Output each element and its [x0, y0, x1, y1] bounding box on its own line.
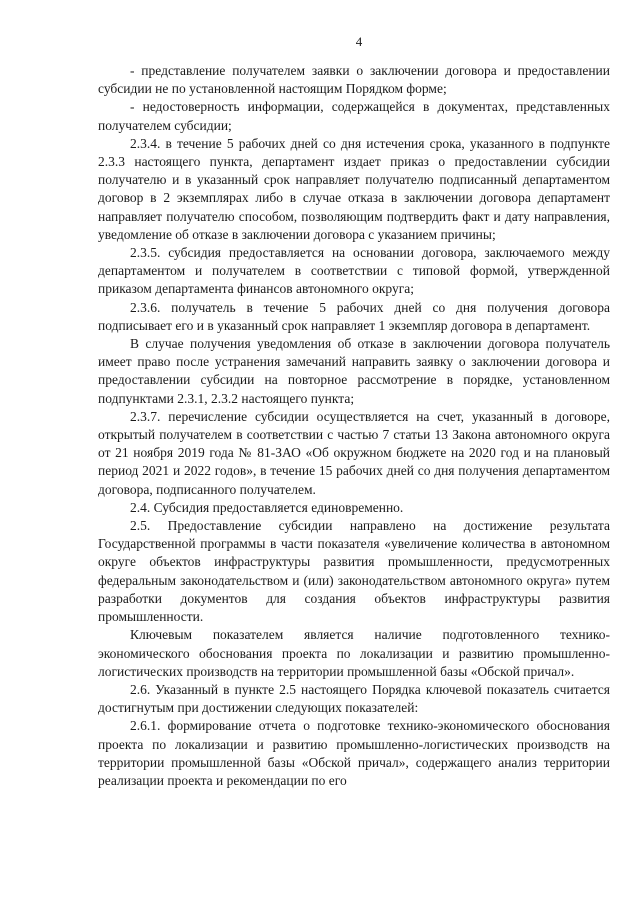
- paragraph-1: - представление получателем заявки о заключении договора и предоставлении субсидии не по установленной настоящим Порядком форме;: [98, 63, 610, 97]
- paragraph-2: - недостоверность информации, содержащейся в документах, представленных получателем субсидии;: [98, 99, 610, 133]
- paragraph-3: 2.3.4. в течение 5 рабочих дней со дня истечения срока, указанного в подпункте 2.3.3 настоящего пункта, департамент издает приказ о предоставлении субсидии получателю и в указанный срок направляет получателю подписанный департаментом договор в 2 экземплярах либо в случае отказа в заключении договора департамент направляет получателю способом, позволяющим подтвердить факт и дату направления, уведомление об отказе в заключении договора с указанием причины;: [98, 135, 610, 242]
- paragraph-11: 2.6. Указанный в пункте 2.5 настоящего Порядка ключевой показатель считается достигнутым при достижении следующих показателей:: [98, 681, 610, 716]
- paragraph-10: Ключевым показателем является наличие подготовленного технико-экономического обоснования проекта по локализации и развитию промышленно-логистических производств на территории промышленной базы «Обской причал».: [98, 627, 610, 679]
- page-number: 4: [355, 34, 363, 49]
- paragraph-5: 2.3.6. получатель в течение 5 рабочих дней со дня получения договора подписывает его и в указанный срок направляет 1 экземпляр договора в департамент.: [98, 299, 610, 333]
- paragraph-4: 2.3.5. субсидия предоставляется на основании договора, заключаемого между департаментом и получателем в соответствии с типовой формой, утвержденной приказом департамента финансов автономного округа;: [98, 245, 610, 297]
- paragraph-12: 2.6.1. формирование отчета о подготовке технико-экономического обоснования проекта по локализации и развитию промышленно-логистических производств на территории промышленной базы «Обской причал», содержащего анализ территории реализации проекта и рекомендации по его: [98, 718, 610, 788]
- paragraph-9: 2.5. Предоставление субсидии направлено на достижение результата Государственной программы в части показателя «увеличение количества в автономном округе объектов инфраструктуры развития промышленности, предусмотренных федеральным законодательством и (или) законодательством автономного округа» путем разработки документов для создания объектов инфраструктуры развития промышленности.: [98, 518, 610, 625]
- paragraph-7: 2.3.7. перечисление субсидии осуществляется на счет, указанный в договоре, открытый получателем в соответствии с частью 7 статьи 13 Закона автономного округа от 21 ноября 2019 года № 81-ЗАО «Об окружном бюджете на 2020 год и на плановый период 2021 и 2022 годов», в течение 15 рабочих дней со дня получения департаментом договора, подписанного получателем.: [98, 408, 610, 497]
- paragraph-8: 2.4. Субсидия предоставляется единовременно.: [130, 499, 404, 515]
- paragraph-6: В случае получения уведомления об отказе в заключении договора получатель имеет право после устранения замечаний направить заявку о заключении договора и предоставлении субсидии на повторное рассмотрение в порядке, установленном подпунктами 2.3.1, 2.3.2 настоящего пункта;: [98, 336, 610, 406]
